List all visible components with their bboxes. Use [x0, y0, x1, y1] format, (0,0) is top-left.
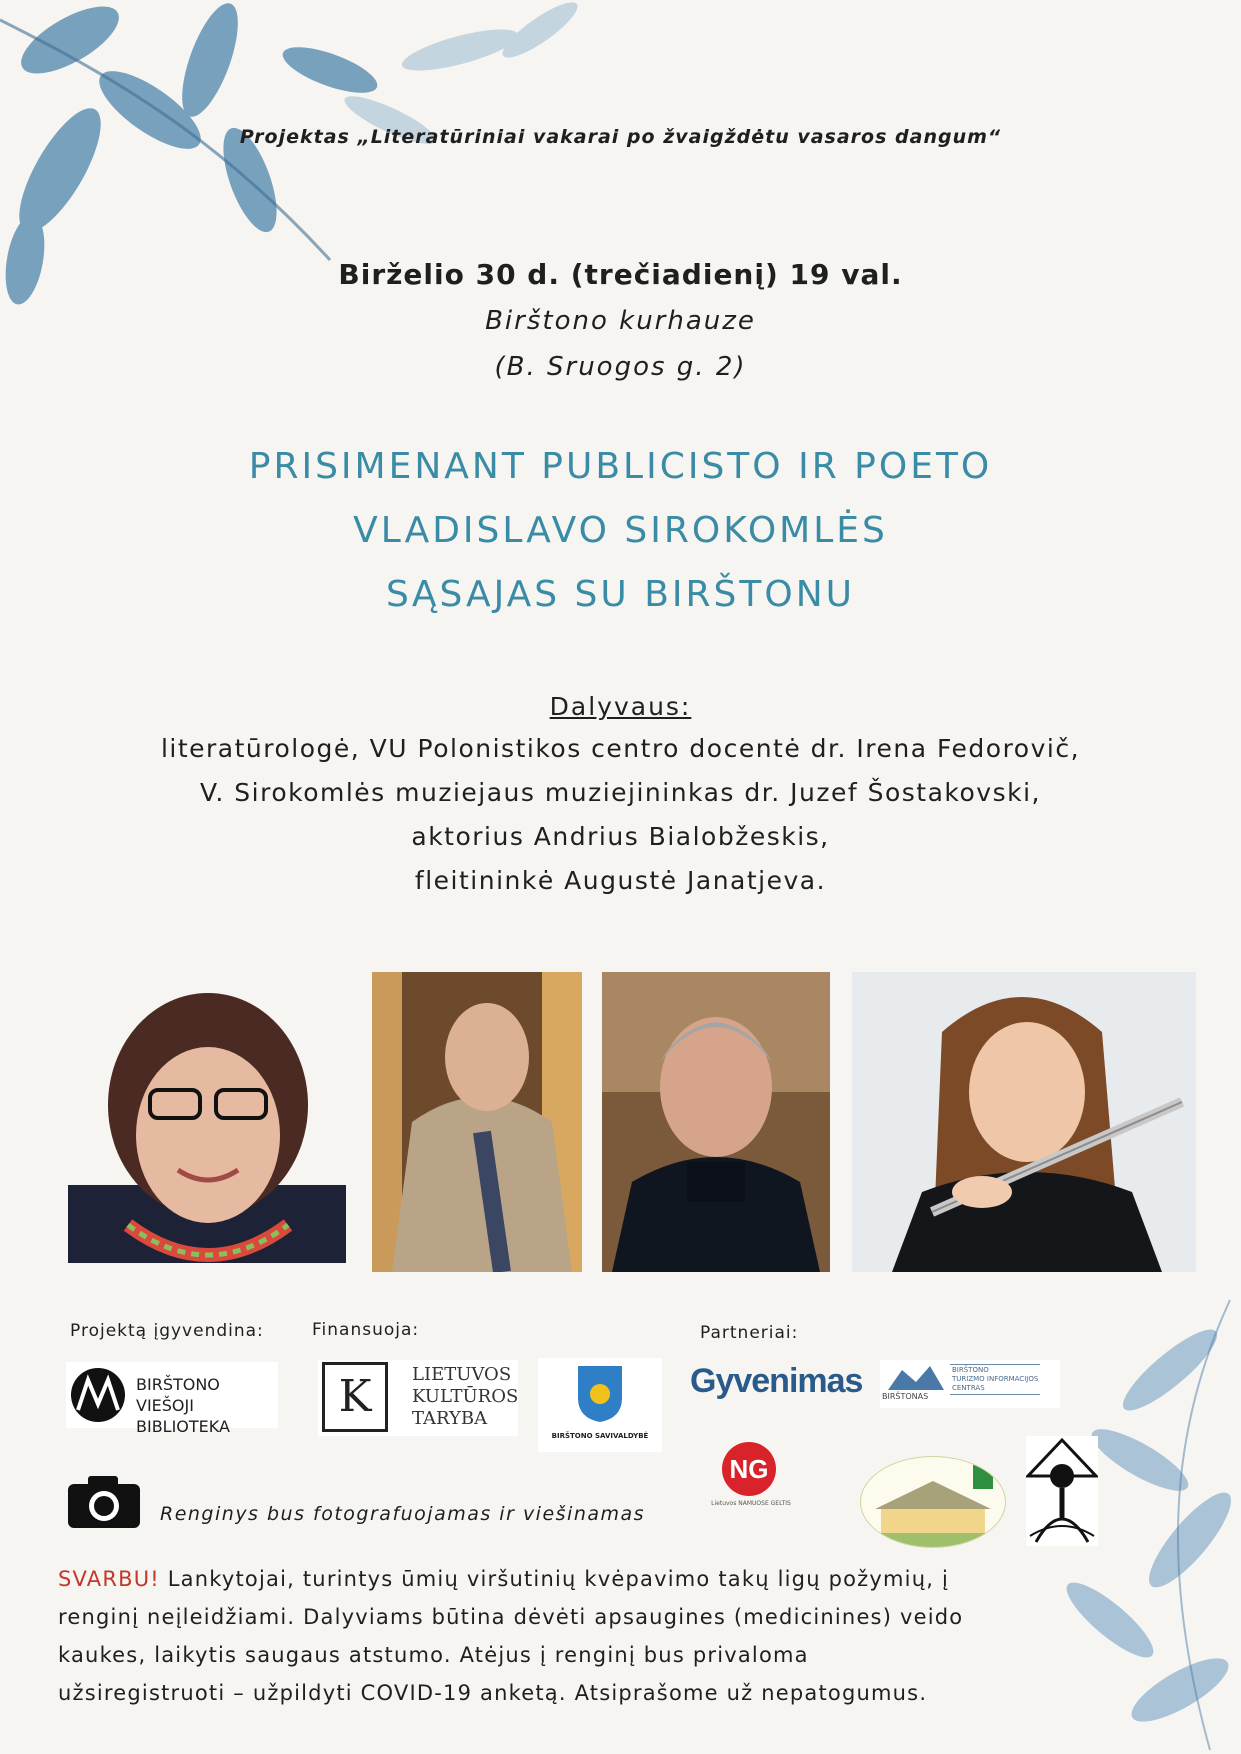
covid-notice	[58, 1560, 1058, 1712]
notice-line-2: renginį neįleidžiami. Dalyviams būtina dėvėti apsaugines (medicinines) veido	[58, 1605, 964, 1629]
title-line-3: SĄSAJAS SU BIRŠTONU	[386, 574, 855, 615]
tic-logo-icon	[888, 1362, 944, 1392]
council-logo-line2: KULTŪROS	[412, 1386, 519, 1407]
library-logo	[66, 1362, 278, 1436]
tic-logo-brand: BIRŠTONAS	[882, 1392, 929, 1401]
tree-logo	[1026, 1436, 1098, 1546]
library-logo-line2: VIEŠOJI BIBLIOTEKA	[136, 1396, 230, 1436]
participant-3: aktorius Andrius Bialobžeskis,	[411, 822, 830, 851]
council-logo	[318, 1360, 518, 1436]
implementer-label: Projektą įgyvendina:	[70, 1321, 264, 1341]
library-logo-icon	[68, 1366, 128, 1424]
participants-heading: Dalyvaus:	[549, 692, 692, 721]
ng-logo	[708, 1440, 794, 1520]
library-logo-line1: BIRŠTONO	[136, 1375, 220, 1394]
council-logo-line3: TARYBA	[412, 1408, 488, 1429]
municipality-logo-text: BIRŠTONO SAVIVALDYBĖ	[551, 1432, 649, 1440]
camera-icon	[66, 1472, 142, 1530]
notice-line-3: kaukes, laikytis saugaus atstumo. Atėjus į renginį bus privaloma	[58, 1643, 809, 1667]
project-line: Projektas „Literatūriniai vakarai po žvaigždėtu vasaros dangum“	[239, 126, 1002, 148]
manor-icon	[861, 1457, 1005, 1547]
notice-line-1: Lankytojai, turintys ūmių viršutinių kvėpavimo takų ligų požymių, į	[159, 1567, 949, 1591]
event-date: Birželio 30 d. (trečiadienį) 19 val.	[338, 258, 903, 291]
notice-line-4: užsiregistruoti – užpildyti COVID-19 anketą. Atsiprašome už nepatogumus.	[58, 1681, 928, 1705]
photo-auguste-janatjeva	[852, 972, 1196, 1272]
manor-logo	[860, 1456, 1006, 1548]
tic-logo-line1: BIRŠTONO	[952, 1366, 989, 1374]
notice-warning: SVARBU!	[58, 1567, 160, 1591]
participant-2: V. Sirokomlės muziejaus muziejininkas dr. Juzef Šostakovski,	[200, 778, 1041, 807]
tic-logo	[880, 1360, 1060, 1408]
council-logo-line1: LIETUVOS	[412, 1364, 512, 1385]
photo-andrius-bialobzeskis	[602, 972, 830, 1272]
funder-label: Finansuoja:	[312, 1320, 420, 1340]
title-line-1: PRISIMENANT PUBLICISTO IR POETO	[248, 446, 993, 487]
tree-icon	[1026, 1436, 1098, 1546]
municipality-logo	[538, 1358, 662, 1452]
gyvenimas-logo-text: Gyvenimas	[690, 1362, 863, 1400]
gyvenimas-logo	[690, 1362, 863, 1410]
photo-juzef-sostakovski	[372, 972, 582, 1272]
municipality-shield-icon	[576, 1364, 624, 1424]
council-logo-letter: K	[322, 1362, 388, 1432]
event-address: (B. Sruogos g. 2)	[494, 352, 747, 382]
photo-notice: Renginys bus fotografuojamas ir viešinamas	[160, 1503, 646, 1525]
tic-logo-line2: TURIZMO INFORMACIJOS	[952, 1375, 1039, 1383]
photo-irena-fedorovic	[68, 985, 346, 1263]
partners-label: Partneriai:	[700, 1323, 799, 1343]
event-venue: Birštono kurhauze	[485, 306, 756, 336]
title-line-2: VLADISLAVO SIROKOMLĖS	[353, 510, 888, 551]
tic-logo-line3: CENTRAS	[952, 1384, 985, 1392]
participant-1: literatūrologė, VU Polonistikos centro docentė dr. Irena Fedorovič,	[160, 734, 1081, 763]
participant-4: fleitininkė Augustė Janatjeva.	[414, 866, 827, 895]
ng-logo-letters: NG	[722, 1442, 776, 1496]
ng-logo-sub: Lietuvos NAMUOSE GELTIS	[711, 1500, 791, 1507]
